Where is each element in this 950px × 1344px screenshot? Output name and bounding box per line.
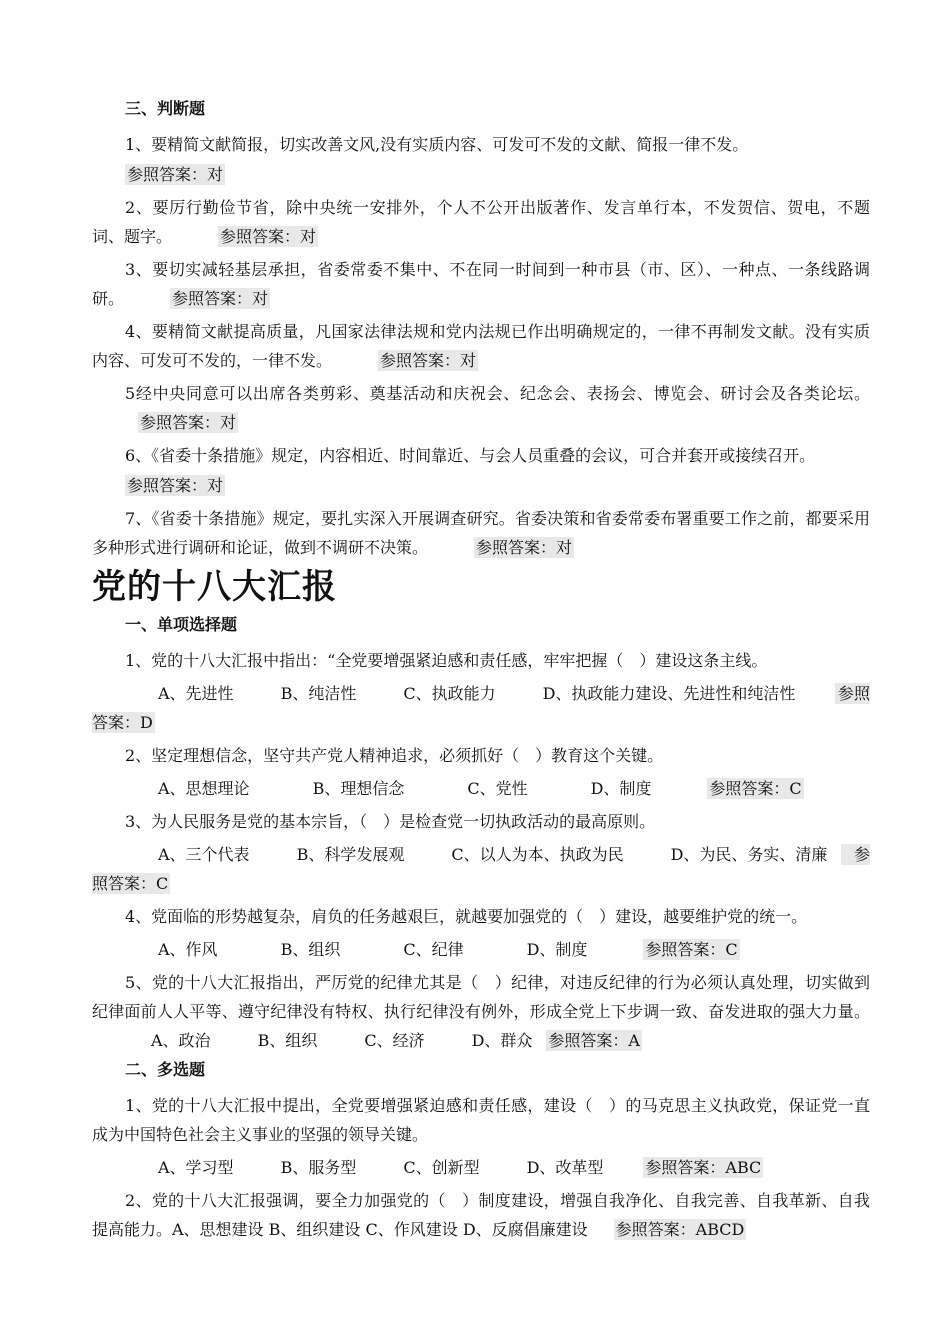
option: C、党性 [467,779,528,798]
question-text: 6、《省委十条措施》规定，内容相近、时间靠近、与会人员重叠的会议，可合并套开或接续召开。 [125,446,816,465]
multi-question-2 [92,1186,870,1244]
option: D、群众 [471,1031,533,1050]
section-heading-multi: 二、多选题 [125,1060,206,1079]
question-text: 2、党的十八大汇报强调，要全力加强党的（ ）制度建设，增强自我净化、自我完善、自我革新、自我提高能力。A、思想建设 B、组织建设 C、作风建设 D、反腐倡廉建设 [92,1191,870,1239]
answer-label: 参照答案：C [709,779,802,798]
answer-label: 参照答案：D [92,684,870,732]
question-text: 1、党的十八大汇报中指出：“全党要增强紧迫感和责任感，牢牢把握（ ）建设这条主线。 [125,651,768,670]
answer-label: 参照答案：对 [220,227,317,246]
question-4 [92,317,870,375]
question-text: 4、党面临的形势越复杂，肩负的任务越艰巨，就越要加强党的（ ）建设，越要维护党的统一。 [125,907,808,926]
option: D、执政能力建设、先进性和纯洁性 [542,684,796,703]
document-page [92,98,870,1248]
option: A、三个代表 [158,845,250,864]
option: D、改革型 [526,1158,604,1177]
option: A、学习型 [158,1158,234,1177]
answer-label: 参照答案：ABC [645,1158,762,1177]
multi-question-1 [92,1091,870,1149]
single-question-4 [92,902,870,931]
question-2 [92,193,870,251]
option: D、制度 [590,779,652,798]
question-text: 3、要切实减轻基层承担，省委常委不集中、不在同一时间到一种市县（市、区）、一种点、一条线路调研。 [92,260,870,308]
option: D、制度 [526,940,588,959]
question-text: 2、坚定理想信念，坚守共产党人精神追求，必须抓好（ ）教育这个关键。 [125,746,664,765]
single-question-1 [92,646,870,675]
section-heading-judge: 三、判断题 [125,99,206,118]
section-heading-single: 一、单项选择题 [125,615,238,634]
question-6 [92,441,870,470]
answer-label: 参照答案：C [92,845,870,893]
options-line [92,1153,870,1182]
answer-label: 参照答案：A [548,1031,640,1050]
question-text: 3、为人民服务是党的基本宗旨，（ ）是检查党一切执政活动的最高原则。 [125,812,656,831]
answer-label: 参照答案：ABCD [615,1220,745,1239]
answer-label: 参照答案：对 [172,289,269,308]
option: B、组织 [280,940,341,959]
option: A、作风 [158,940,218,959]
question-text: 5经中央同意可以出席各类剪彩、奠基活动和庆祝会、纪念会、表扬会、博览会、研讨会及各类论坛。 [125,384,870,403]
answer-label: 参照答案：对 [380,351,477,370]
answer-label: 参照答案：对 [140,413,237,432]
answer-line [92,163,870,187]
question-text: 1、要精简文献简报，切实改善文风,没有实质内容、可发可不发的文献、简报一律不发。 [125,135,749,154]
options-line [92,774,870,803]
option: B、组织 [257,1031,318,1050]
question-5 [92,379,870,437]
single-question-5 [92,968,870,1055]
option: D、为民、务实、清廉 [670,845,828,864]
question-text: 2、要厉行勤俭节省，除中央统一安排外，个人不公开出版著作、发言单行本，不发贺信、贺电，不题词、题字。 [92,198,870,246]
question-text: 1、党的十八大汇报中提出，全党要增强紧迫感和责任感，建设（ ）的马克思主义执政党，保证党一直成为中国特色社会主义事业的坚强的领导关键。 [92,1096,870,1144]
options-line [92,935,870,964]
question-text: 4、要精简文献提高质量，凡国家法律法规和党内法规已作出明确规定的，一律不再制发文献。没有实质内容、可发可不发的，一律不发。 [92,322,870,370]
option: C、经济 [364,1031,425,1050]
document-title: 党的十八大汇报 [92,567,337,607]
option: B、理想信念 [312,779,405,798]
option: B、服务型 [280,1158,357,1177]
question-1 [92,130,870,159]
question-7 [92,504,870,562]
answer-label: 参照答案：C [645,940,738,959]
answer-line [92,474,870,498]
answer-label: 参照答案：对 [476,538,573,557]
option: A、政治 [151,1031,211,1050]
single-question-2 [92,741,870,770]
option: A、思想理论 [158,779,250,798]
option: C、执政能力 [403,684,496,703]
option: B、科学发展观 [296,845,405,864]
question-text: 5、党的十八大汇报指出，严厉党的纪律尤其是（ ）纪律，对违反纪律的行为必须认真处理，切实做到纪律面前人人平等、遵守纪律没有特权、执行纪律没有例外，形成全党上下步调一致、奋发进取的强大力量。 [92,973,870,1021]
answer-label: 参照答案：对 [127,165,224,184]
options-line [92,679,870,737]
question-3 [92,255,870,313]
option: C、纪律 [403,940,464,959]
options-line [92,840,870,898]
question-text: 7、《省委十条措施》规定，要扎实深入开展调查研究。省委决策和省委常委布署重要工作之前，都要采用多种形式进行调研和论证，做到不调研不决策。 [92,509,870,557]
option: C、以人为本、执政为民 [451,845,624,864]
single-question-3 [92,807,870,836]
option: C、创新型 [403,1158,480,1177]
option: A、先进性 [158,684,234,703]
option: B、纯洁性 [280,684,357,703]
answer-label: 参照答案：对 [127,476,224,495]
